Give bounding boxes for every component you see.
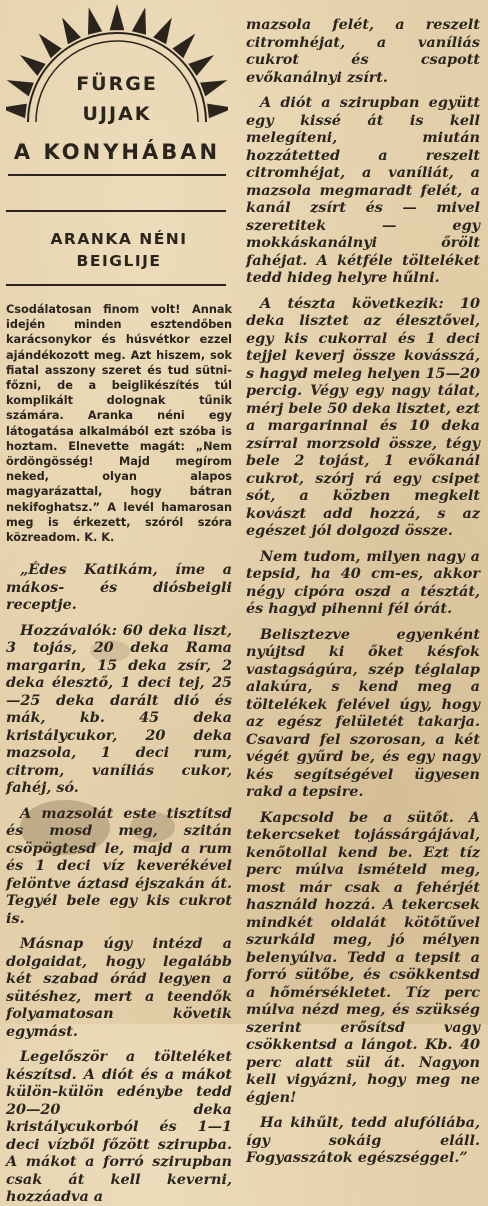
right-paragraph: Belisztezve egyenként nyújtsd ki őket késfok vastagságúra, szép téglalap alakúra, s kend meg a töltelékek felével úgy, hogy az egész felületét takarja. Csavard fel szorosan, a két végét gyűrd be, és egy nagy kés segítségével ügyesen rakd a tepsire.	[246, 625, 480, 800]
title-rule-top	[6, 210, 226, 212]
column-header	[6, 0, 232, 180]
header-line-3: A KONYHÁBAN	[13, 140, 221, 164]
sun-ray	[132, 7, 146, 34]
right-paragraph: A diót a szirupban együtt egy kissé át is kell melegíteni, miután hozzátetted a reszelt citromhéjat, a vaníliát, a mazsola megmaradt felét, a kanál zsírt és — mivel szeretitek — egy mokkáskanálnyi őrölt fahéjat. A kétféle tölteléket tedd hideg helyre hűlni.	[246, 94, 480, 286]
header-rule	[8, 174, 226, 176]
paper-stain	[90, 640, 130, 662]
right-paragraph: mazsola felét, a reszelt citromhéjat, a vaníliás cukrot és csapott evőkanálnyi zsírt.	[246, 16, 480, 86]
sun-ray	[88, 7, 102, 34]
left-paragraph: Másnap úgy intézd a dolgaidat, hogy legalább két szabad órád legyen a sütéshez, mert a teendők folyamatosan követik egymást.	[6, 935, 232, 1040]
right-paragraph: Nem tudom, milyen nagy a tepsid, ha 40 cm-es, akkor négy cipóra oszd a tésztát, és hagyd pihenni fél órát.	[246, 547, 480, 617]
left-column	[6, 0, 232, 1206]
paper-stain	[130, 812, 175, 842]
sun-ray	[110, 4, 125, 30]
left-paragraph: „Édes Katikám, íme a mákos- és diósbeigli receptje.	[6, 561, 232, 614]
right-paragraph: Kapcsold be a sütőt. A tekercseket tojássárgájával, kenőtollal kend be. Ezt tíz perc múlva ismételd meg, most már csak a fehérjét használd hozzá. A tekercsek mindkét oldalát kötőtűvel szurkáld meg, jó mélyen belenyúlva. Tedd a tepsit a forró sütőbe, és csökkentsd a hőmérsékletet. Tíz perc múlva nézd meg, és szükség szerint erősítsd vagy csökkentsd a lángot. Kb. 40 perc alatt sül át. Nagyon kell vigyázni, hogy meg ne égjen!	[246, 808, 480, 1106]
sun-ray	[153, 18, 172, 45]
right-column	[246, 16, 480, 1167]
right-paragraph: Ha kihűlt, tedd alufóliába, így sokáig eláll. Fogyasszátok egészséggel.”	[246, 1114, 480, 1166]
right-paragraph: A tészta következik: 10 deka lisztet az élesztővel, egy kis cukorral és 1 deci tejjel keverj össze kovásszá, s hagyd meleg helyen 15—20 percig. Végy egy nagy tálat, mérj bele 50 deka lisztet, ezt a margarinnal és 10 deka zsírral morzsold össze, tégy bele 2 tojást, 1 evőkanál cukrot, szórj rá egy csipet sót, a közben megkelt kovászt add hozzá, s az egészet jól dolgozd össze.	[246, 294, 480, 539]
title-rule-bottom	[6, 284, 226, 286]
left-paragraph: Legelőször a tölteléket készítsd. A diót és a mákot külön-külön edénybe tedd 20—20 deka kristálycukorból és 1—1 deci vízből főzött szirupba. A mákot a forró szirupban csak át kell keverni, hozzáadva a	[6, 1048, 232, 1206]
paper-stain	[20, 800, 110, 855]
title-line-1: ARANKA NÉNI	[50, 230, 188, 248]
left-paragraph: Hozzávalók: 60 deka liszt, 3 tojás, 20 deka Rama margarin, 15 deka zsír, 2 deka élesztő, 1 deci tej, 25—25 deka darált dió és mák, kb. 45 deka kristálycukor, 20 deka mazsola, 1 deci rum, citrom, vaníliás cukor, fahéj, só.	[6, 621, 232, 797]
intro-paragraph: Csodálatosan finom volt! Annak idején minden esztendőben karácsonykor és húsvétkor ezzel ajándékozott meg. Azt hiszem, sok fiatal asszony szeret és tud sütni-főzni, de a beiglikészítés túl komplikált dolognak tűnik számára. Aranka néni egy látogatása alkalmából ezt szóba is hoztam. Elnevette magát: „Nem ördöngösség! Majd megírom neked, olyan alapos magyarázattal, hogy bátran nekifoghatsz.” A levél hamarosan meg is érkezett, szóról szóra közreadom. K. K.	[6, 303, 232, 545]
header-line-2: UJJAK	[82, 103, 152, 125]
left-paragraph: A mazsolát este tisztítsd és mosd meg, szitán csöpögtesd le, majd a rum és 1 deci víz keverékével felöntve áztasd éjszakán át. Tegyél bele egy kis cukrot is.	[6, 804, 232, 927]
sun-ray	[62, 18, 81, 45]
article-title	[6, 228, 232, 272]
header-line-1: FÜRGE	[76, 73, 158, 95]
title-line-2: BEIGLIJE	[76, 252, 162, 270]
